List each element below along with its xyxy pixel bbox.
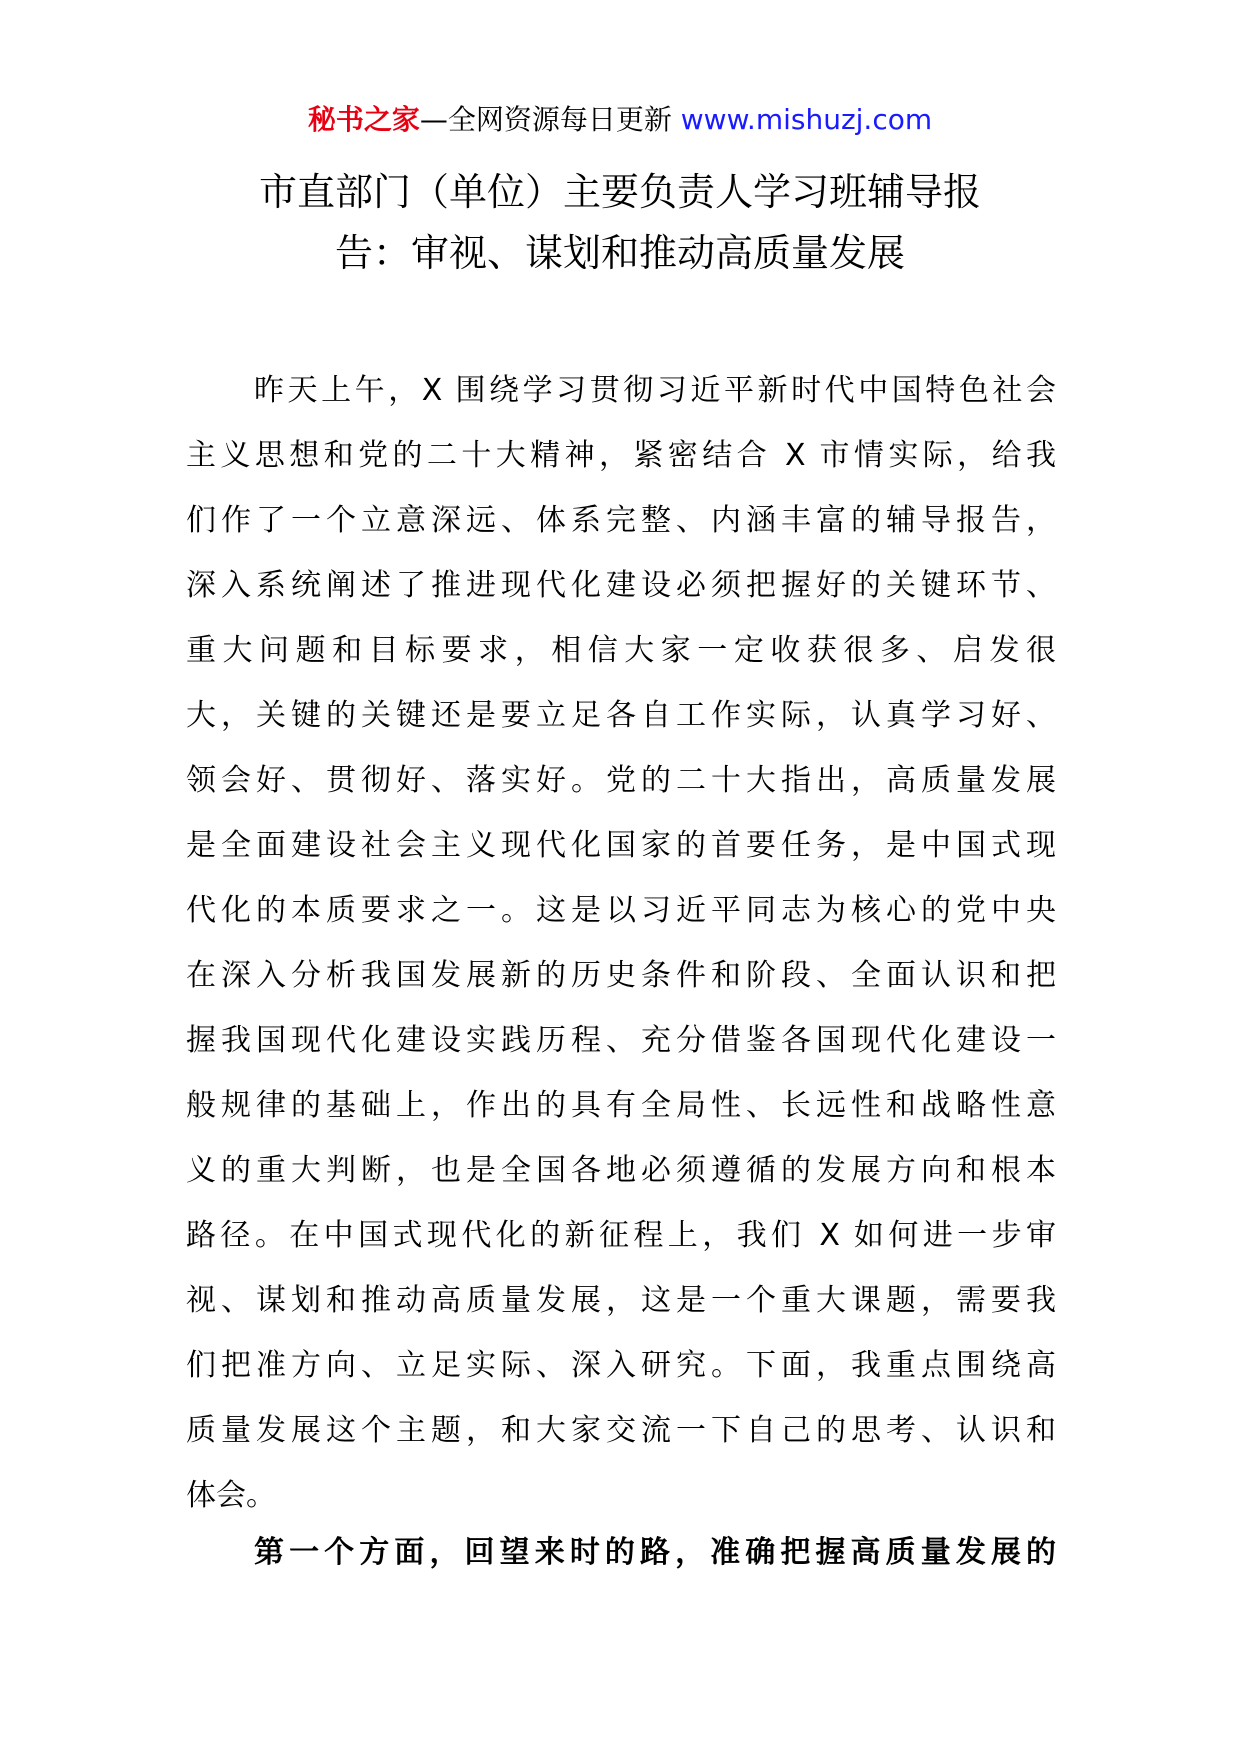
paragraph-line: 主义思想和党的二十大精神，紧密结合 X 市情实际，给我 <box>186 438 1056 473</box>
paragraph-line: 们作了一个立意深远、体系完整、内涵丰富的辅导报告， <box>186 503 1056 538</box>
site-header <box>0 100 1240 140</box>
paragraph-line: 般规律的基础上，作出的具有全局性、长远性和战略性意 <box>186 1088 1056 1123</box>
paragraph-line: 大，关键的关键还是要立足各自工作实际，认真学习好、 <box>186 698 1056 733</box>
paragraph-line: 领会好、贯彻好、落实好。党的二十大指出，高质量发展 <box>186 763 1056 798</box>
title-line-2: 告：审视、谋划和推动高质量发展 <box>334 231 905 275</box>
paragraph-line: 深入系统阐述了推进现代化建设必须把握好的关键环节、 <box>186 568 1056 603</box>
paragraph-line: 第一个方面，回望来时的路，准确把握高质量发展的 <box>254 1535 1056 1570</box>
paragraph-line: 握我国现代化建设实践历程、充分借鉴各国现代化建设一 <box>186 1023 1056 1058</box>
site-link[interactable]: www.mishuzj.com <box>680 103 933 136</box>
document-title <box>0 162 1240 284</box>
paragraph-line: 质量发展这个主题，和大家交流一下自己的思考、认识和 <box>186 1413 1056 1448</box>
paragraph-line: 路径。在中国式现代化的新征程上，我们 X 如何进一步审 <box>186 1218 1056 1253</box>
paragraph-line: 在深入分析我国发展新的历史条件和阶段、全面认识和把 <box>186 958 1056 993</box>
paragraph-line: 是全面建设社会主义现代化国家的首要任务，是中国式现 <box>186 828 1056 863</box>
paragraph-line: 代化的本质要求之一。这是以习近平同志为核心的党中央 <box>186 893 1056 928</box>
title-line-1: 市直部门（单位）主要负责人学习班辅导报 <box>258 170 981 214</box>
paragraph-line: 义的重大判断，也是全国各地必须遵循的发展方向和根本 <box>186 1153 1056 1188</box>
paragraph-1 <box>186 358 1056 1528</box>
paragraph-line: 重大问题和目标要求，相信大家一定收获很多、启发很 <box>186 633 1056 668</box>
paragraph-line: 昨天上午，X 围绕学习贯彻习近平新时代中国特色社会 <box>254 373 1056 408</box>
paragraph-2 <box>186 1520 1056 1585</box>
brand-name: 秘书之家 <box>307 103 420 136</box>
paragraph-line: 视、谋划和推动高质量发展，这是一个重大课题，需要我 <box>186 1283 1056 1318</box>
paragraph-line: 体会。 <box>186 1478 276 1513</box>
header-slogan: —全网资源每日更新 <box>419 103 681 136</box>
paragraph-line: 们把准方向、立足实际、深入研究。下面，我重点围绕高 <box>186 1348 1056 1383</box>
